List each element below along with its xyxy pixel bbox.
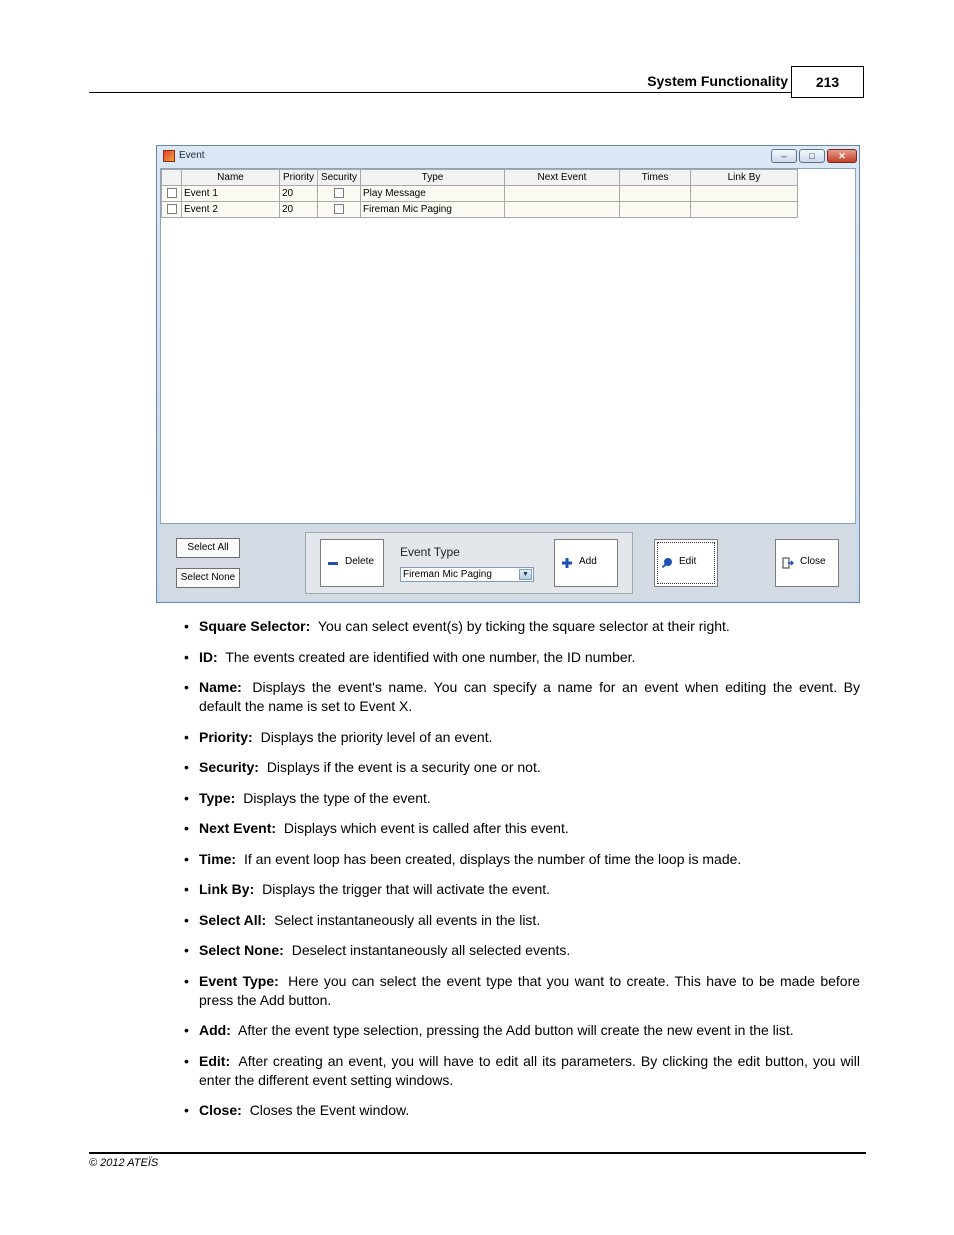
event-priority-cell: 20 (280, 186, 318, 202)
list-item (184, 972, 860, 1010)
event-name-cell: Event 1 (182, 186, 280, 202)
selector-header (162, 170, 182, 186)
item-text: Displays if the event is a security one or not. (266, 759, 541, 775)
item-term: Square Selector: (199, 618, 311, 634)
close-label: Close (800, 556, 826, 567)
times-cell (620, 186, 691, 202)
pencil-icon (661, 557, 673, 569)
list-item (184, 617, 860, 636)
edit-button[interactable] (654, 539, 718, 587)
header-rule (89, 92, 791, 93)
delete-label: Delete (345, 556, 374, 567)
list-item (184, 941, 860, 960)
table-row[interactable] (162, 202, 798, 218)
event-table (161, 169, 798, 218)
list-item (184, 1021, 860, 1040)
event-priority-cell: 20 (280, 202, 318, 218)
row-selector-checkbox[interactable] (162, 186, 182, 202)
window-title: Event (179, 150, 205, 161)
item-text: Displays the event's name. You can specify a name for an event when editing the event. By default the name is set to Event X. (199, 679, 861, 714)
item-text: Deselect instantaneously all selected events. (291, 942, 571, 958)
delete-button[interactable] (320, 539, 384, 587)
item-term: Priority: (199, 728, 253, 745)
item-text: Here you can select the event type that you want to create. This have to be made before press the Add button. (199, 972, 861, 1008)
add-label: Add (579, 556, 597, 567)
exit-door-icon (782, 557, 794, 569)
event-type-cell: Play Message (361, 186, 505, 202)
list-item (184, 1101, 860, 1120)
link-by-cell (691, 202, 798, 218)
item-text: Select instantaneously all events in the list. (274, 911, 541, 928)
button-panel (160, 525, 856, 600)
item-term: Edit: (199, 1052, 231, 1069)
column-header-name[interactable]: Name (182, 170, 280, 186)
security-checkbox[interactable] (318, 186, 361, 202)
table-row[interactable] (162, 186, 798, 202)
item-text: Displays the trigger that will activate the event. (262, 881, 551, 897)
window-titlebar (157, 146, 859, 168)
list-item (184, 758, 860, 777)
list-item (184, 911, 860, 930)
event-window (156, 145, 860, 603)
column-header-times[interactable]: Times (620, 170, 691, 186)
item-term: Event Type: (199, 972, 279, 989)
event-type-value: Fireman Mic Paging (403, 569, 492, 580)
item-text: After creating an event, you will have to edit all its parameters. By clicking the edit button, you will enter the different event setting windows. (199, 1052, 860, 1088)
item-text: You can select event(s) by ticking the square selector at their right. (317, 618, 730, 634)
item-text: Displays the priority level of an event. (260, 728, 493, 745)
item-text: Displays the type of the event. (243, 789, 431, 806)
item-term: Type: (199, 789, 236, 806)
next-event-cell (505, 186, 620, 202)
copyright: © 2012 ATEÏS (89, 1157, 159, 1169)
event-type-label: Event Type (400, 545, 460, 559)
list-item (184, 1052, 860, 1090)
page-number: 213 (791, 66, 864, 98)
minus-icon (327, 557, 339, 569)
item-term: Select All: (199, 911, 267, 928)
item-text: Closes the Event window. (249, 1102, 410, 1118)
close-window-button[interactable]: ✕ (827, 149, 857, 163)
item-term: Security: (199, 759, 259, 775)
item-term: Link By: (199, 881, 255, 897)
field-descriptions (184, 617, 860, 1132)
next-event-cell (505, 202, 620, 218)
event-type-dropdown[interactable] (400, 567, 534, 582)
list-item (184, 728, 860, 747)
list-item (184, 819, 860, 838)
item-term: Select None: (199, 942, 284, 958)
list-item (184, 789, 860, 808)
event-name-cell: Event 2 (182, 202, 280, 218)
column-header-next-event[interactable]: Next Event (505, 170, 620, 186)
item-text: If an event loop has been created, displays the number of time the loop is made. (243, 850, 742, 867)
list-item (184, 678, 860, 716)
edit-label: Edit (679, 556, 697, 567)
maximize-button[interactable]: □ (799, 149, 825, 163)
times-cell (620, 202, 691, 218)
footer-rule (89, 1152, 866, 1154)
column-header-priority[interactable]: Priority (280, 170, 318, 186)
minimize-button[interactable]: – (771, 149, 797, 163)
list-item (184, 648, 860, 667)
select-none-button[interactable]: Select None (176, 568, 240, 588)
dropdown-arrow-icon[interactable]: ▼ (519, 569, 532, 580)
select-all-button[interactable]: Select All (176, 538, 240, 558)
item-term: Next Event: (199, 820, 277, 836)
section-title: System Functionality (647, 73, 788, 89)
close-button[interactable] (775, 539, 839, 587)
item-term: Add: (199, 1022, 231, 1038)
add-button[interactable] (554, 539, 618, 587)
table-header-row (162, 170, 798, 186)
item-text: Displays which event is called after this event. (283, 820, 569, 836)
column-header-type[interactable]: Type (361, 170, 505, 186)
event-list-area (160, 168, 856, 524)
item-term: Time: (199, 850, 237, 867)
item-term: Name: (199, 679, 242, 695)
app-icon (163, 150, 175, 162)
column-header-security[interactable]: Security (318, 170, 361, 186)
plus-icon (561, 557, 573, 569)
event-type-group (305, 532, 633, 594)
item-text: The events created are identified with one number, the ID number. (225, 648, 636, 665)
item-term: Close: (199, 1102, 242, 1118)
item-text: After the event type selection, pressing the Add button will create the new event in the list. (238, 1022, 794, 1038)
link-by-cell (691, 186, 798, 202)
list-item (184, 880, 860, 899)
security-checkbox[interactable] (318, 202, 361, 218)
event-type-cell: Fireman Mic Paging (361, 202, 505, 218)
row-selector-checkbox[interactable] (162, 202, 182, 218)
list-item (184, 850, 860, 869)
column-header-link-by[interactable]: Link By (691, 170, 798, 186)
item-term: ID: (199, 648, 218, 665)
